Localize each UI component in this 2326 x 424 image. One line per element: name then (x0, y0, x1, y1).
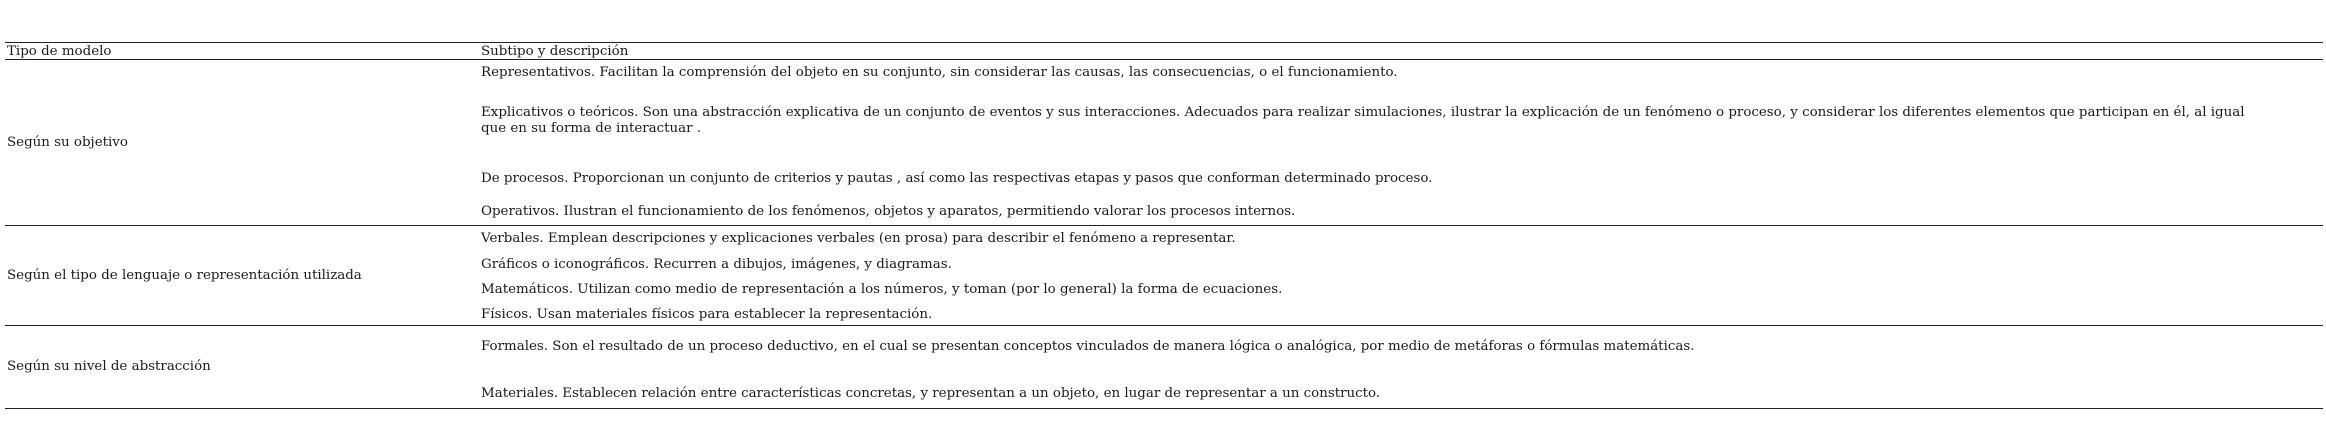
table-header (5, 43, 2323, 60)
model-type-cell: Según su objetivo (7, 134, 128, 150)
row-group-abstraction (5, 326, 2323, 409)
column-header-subtype: Subtipo y descripción (481, 44, 629, 59)
subtype-cell (481, 86, 2323, 157)
row-group-objective (5, 60, 2323, 226)
subtype-cell (481, 302, 2323, 326)
subtype-text: Materiales. Establecen relación entre características concretas, y representan a un objeto, en lugar de representar a un constructo. (481, 386, 1381, 401)
subtype-cell (481, 191, 2323, 226)
subtype-text: Físicos. Usan materiales físicos para establecer la representación. (481, 307, 933, 322)
subtype-cell (481, 60, 2323, 87)
subtype-text: De procesos. Proporcionan un conjunto de criterios y pautas , así como las respectivas etapas y pasos que conforman determinado proceso. (481, 171, 1433, 186)
subtype-cell (481, 157, 2323, 191)
subtype-text: Verbales. Emplean descripciones y explicaciones verbales (en prosa) para describir el fenómeno a representar. (481, 231, 1236, 246)
subtype-cell (481, 367, 2323, 409)
subtype-text: Matemáticos. Utilizan como medio de representación a los números, y toman (por lo general) la forma de ecuaciones. (481, 282, 1283, 297)
model-types-table (5, 42, 2323, 409)
table-row (5, 226, 2323, 253)
row-group-language (5, 226, 2323, 326)
subtype-cell (481, 277, 2323, 302)
subtype-cell (481, 326, 2323, 368)
model-type-cell: Según su nivel de abstracción (7, 359, 211, 374)
subtype-text: Formales. Son el resultado de un proceso deductivo, en el cual se presentan conceptos vinculados de manera lógica o analógica, por medio de metáforas o fórmulas matemáticas. (481, 339, 1695, 354)
subtype-cell (481, 226, 2323, 253)
table-row (5, 326, 2323, 368)
table-row (5, 60, 2323, 87)
subtype-text: Explicativos o teóricos. Son una abstracción explicativa de un conjunto de eventos y sus interacciones. Adecuados para realizar simulaciones, ilustrar la explicación de un fenómeno o proceso, y considerar los diferentes elementos que participan en él, al igual que en su forma de interactuar . (481, 105, 2245, 136)
table-header-row (5, 43, 2323, 60)
column-header-type: Tipo de modelo (7, 44, 112, 59)
subtype-text: Gráficos o iconográficos. Recurren a dibujos, imágenes, y diagramas. (481, 257, 952, 272)
model-type-cell: Según el tipo de lenguaje o representación utilizada (7, 267, 362, 283)
subtype-cell (481, 252, 2323, 277)
subtype-text: Representativos. Facilitan la comprensión del objeto en su conjunto, sin considerar las causas, las consecuencias, o el funcionamiento. (481, 65, 1398, 80)
subtype-text: Operativos. Ilustran el funcionamiento de los fenómenos, objetos y aparatos, permitiendo valorar los procesos internos. (481, 204, 1296, 219)
